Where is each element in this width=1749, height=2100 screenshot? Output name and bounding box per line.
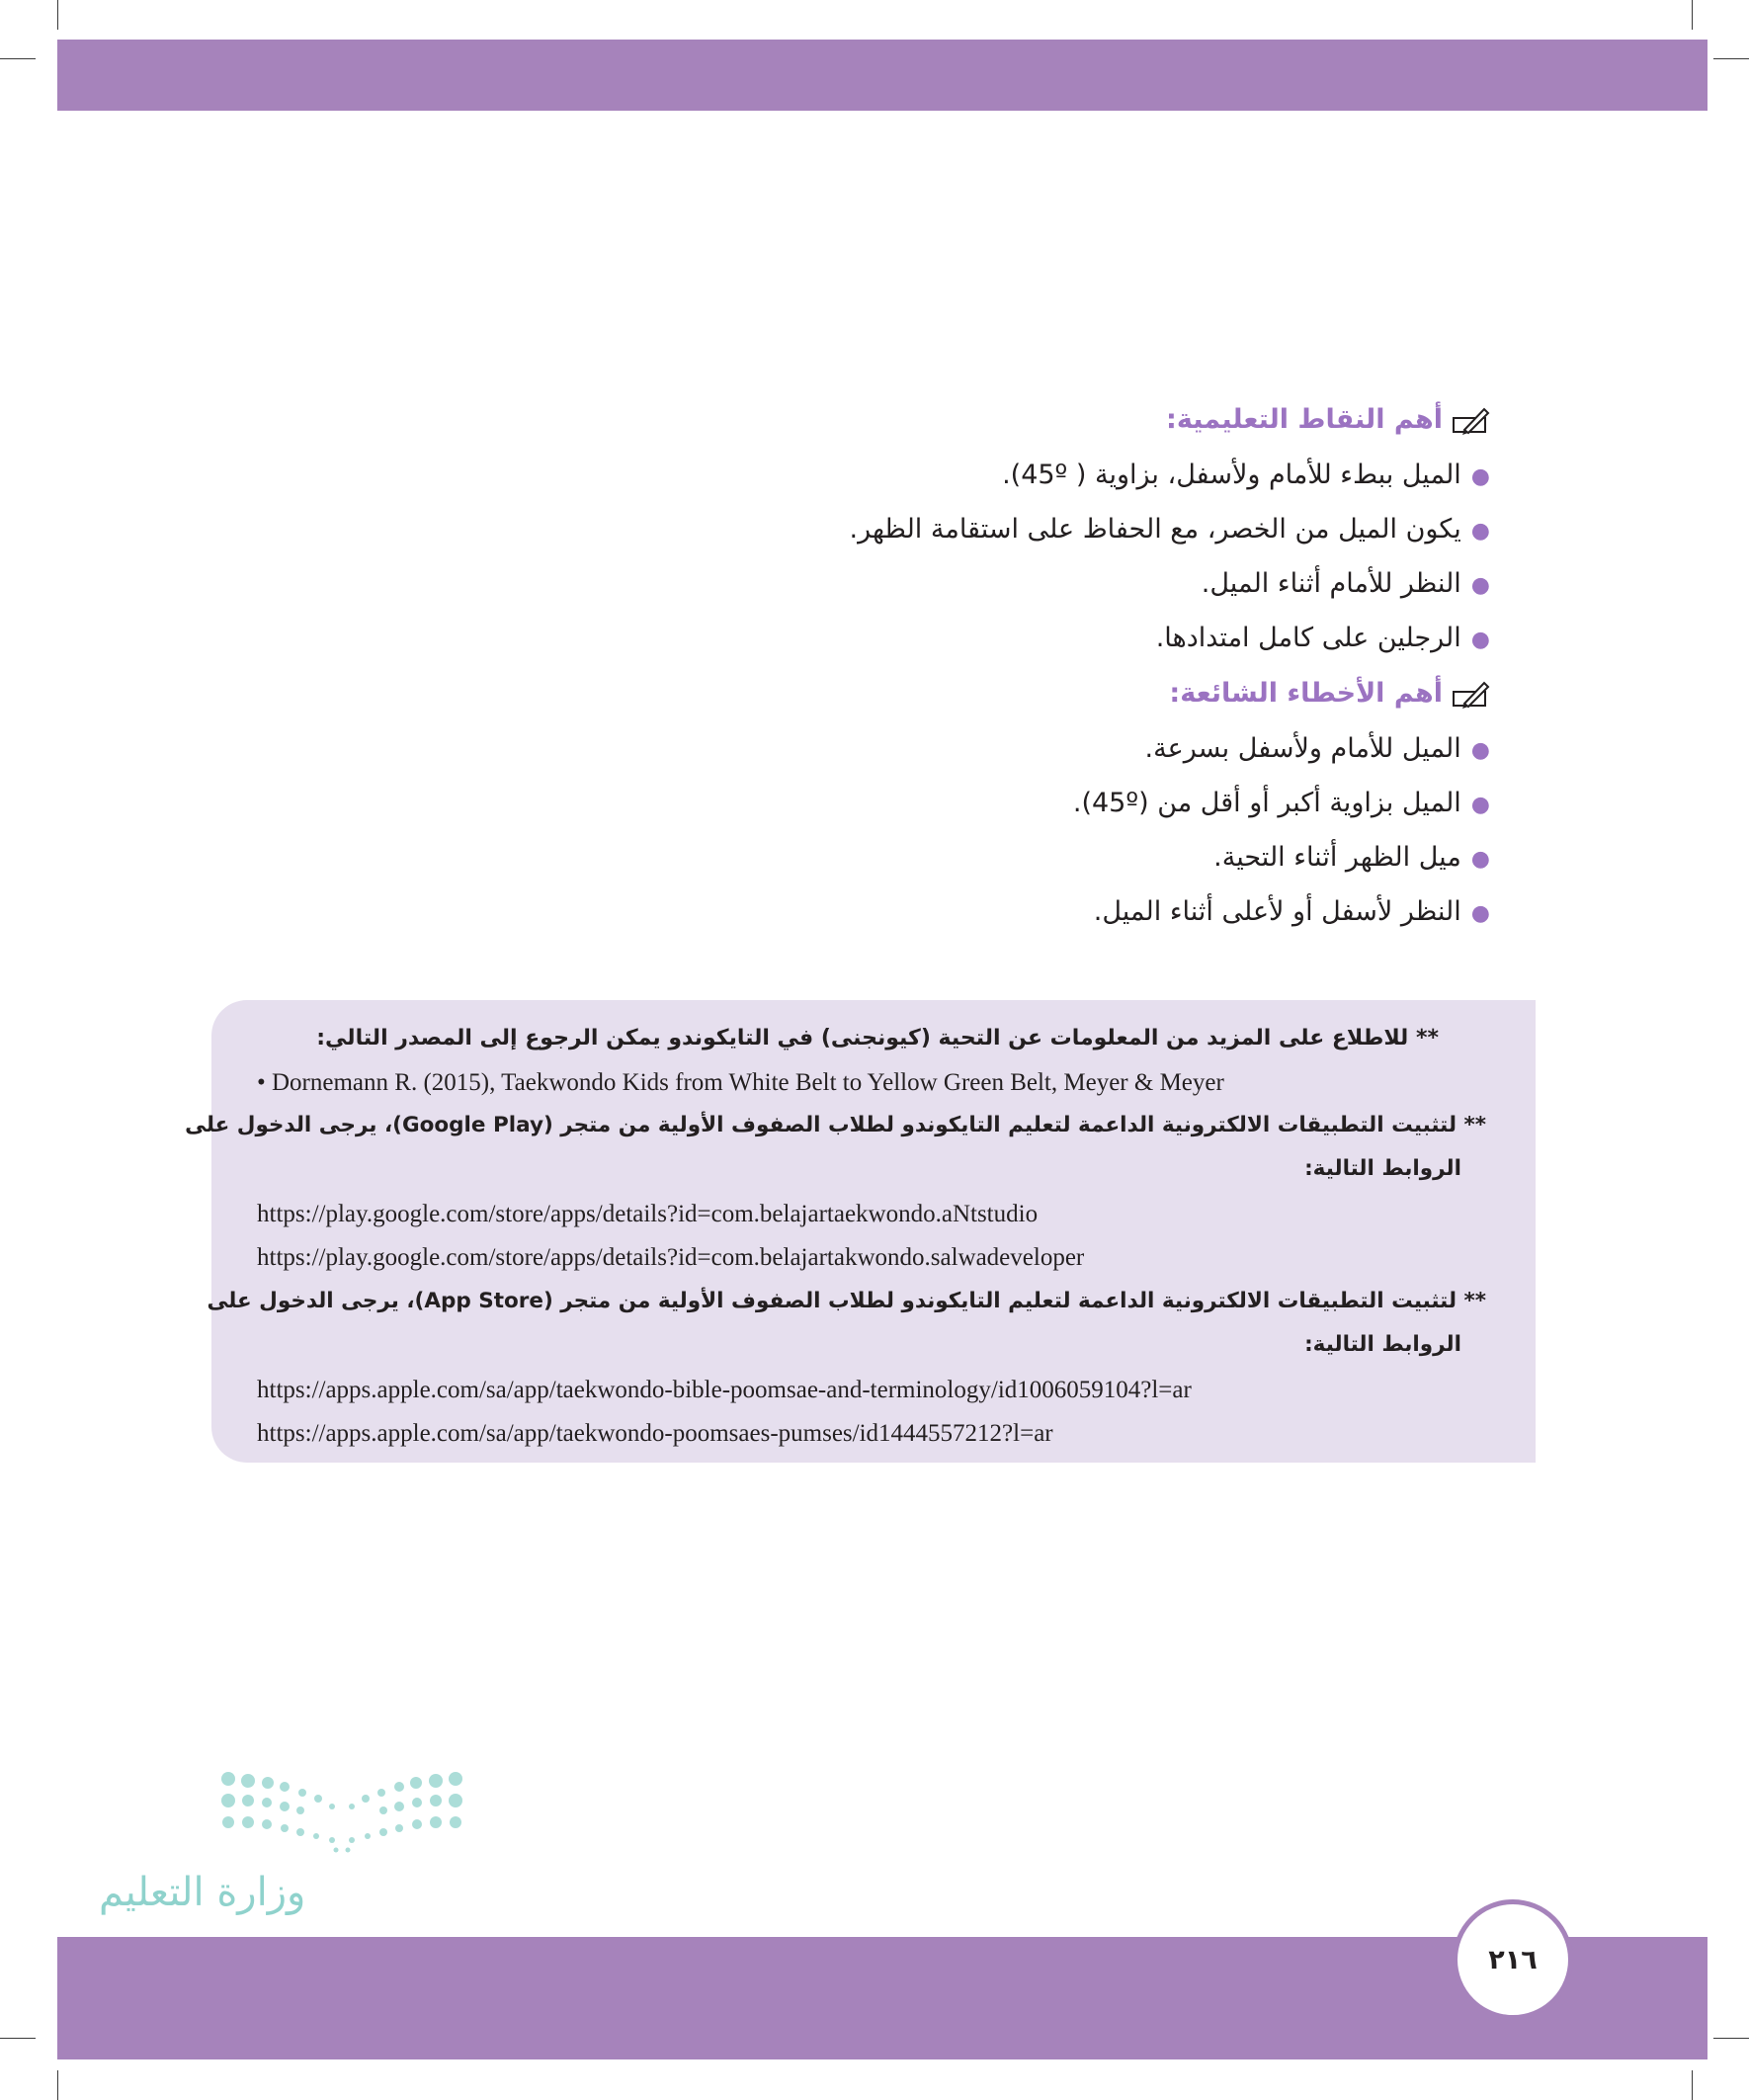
list-item-text: يكون الميل من الخصر، مع الحفاظ على استقامة الظهر. xyxy=(849,514,1461,545)
learning-points-section xyxy=(850,392,1491,665)
list-item-text: النظر للأمام أثناء الميل. xyxy=(1201,568,1461,599)
crop-mark xyxy=(1692,2070,1693,2100)
crop-mark xyxy=(0,58,36,59)
app-store-note-continued: الروابط التالية: xyxy=(1304,1332,1461,1357)
list-item-text: ميل الظهر أثناء التحية. xyxy=(1213,842,1461,873)
common-mistakes-list xyxy=(1073,721,1490,939)
pen-writing-icon xyxy=(1451,680,1490,710)
list-item-text: الميل ببطء للأمام ولأسفل، بزاوية ( 45º). xyxy=(1002,460,1461,490)
common-mistakes-heading-text: أهم الأخطاء الشائعة: xyxy=(1169,678,1443,709)
list-item-text: النظر لأسفل أو لأعلى أثناء الميل. xyxy=(1093,896,1461,927)
app-store-link[interactable]: https://apps.apple.com/sa/app/taekwondo-bible-poomsae-and-terminology/id1006059104?l=ar xyxy=(257,1377,1192,1403)
bullet-icon: ● xyxy=(1470,901,1490,926)
common-mistakes-heading xyxy=(1073,666,1490,721)
learning-points-list xyxy=(850,448,1491,665)
bullet-icon: ● xyxy=(1470,464,1490,489)
google-play-note-continued: الروابط التالية: xyxy=(1304,1156,1461,1181)
google-play-link[interactable]: https://play.google.com/store/apps/details?id=com.belajartakwondo.salwadeveloper xyxy=(257,1244,1085,1271)
crop-mark xyxy=(57,2070,58,2100)
crop-mark xyxy=(1692,0,1693,30)
crop-mark xyxy=(0,2038,36,2039)
list-item xyxy=(850,448,1491,502)
google-play-note: ** لتثبيت التطبيقات الالكترونية الداعمة لتعليم التايكوندو لطلاب الصفوف الأولية من متجر (Google Play)، يرجى الدخول على xyxy=(185,1113,1486,1137)
google-play-link[interactable]: https://play.google.com/store/apps/details?id=com.belajartaekwondo.aNtstudio xyxy=(257,1201,1039,1227)
reference-citation: • Dornemann R. (2015), Taekwondo Kids from White Belt to Yellow Green Belt, Meyer & Meyer xyxy=(257,1069,1224,1096)
list-item-text: الميل للأمام ولأسفل بسرعة. xyxy=(1144,733,1461,764)
bullet-icon: ● xyxy=(1470,847,1490,872)
list-item-text: الرجلين على كامل امتدادها. xyxy=(1155,623,1461,653)
list-item xyxy=(1073,830,1490,884)
list-item-text: الميل بزاوية أكبر أو أقل من (45º). xyxy=(1072,788,1461,818)
resources-box xyxy=(185,1000,1536,1463)
crop-mark xyxy=(1713,58,1749,59)
app-store-link[interactable]: https://apps.apple.com/sa/app/taekwondo-poomsaes-pumses/id1444557212?l=ar xyxy=(257,1420,1053,1447)
list-item xyxy=(850,556,1491,611)
header-band xyxy=(57,40,1707,111)
bullet-icon: ● xyxy=(1470,738,1490,763)
crop-mark xyxy=(57,0,58,30)
bullet-icon: ● xyxy=(1470,573,1490,598)
common-mistakes-section xyxy=(1073,666,1490,939)
list-item xyxy=(1073,721,1490,776)
list-item xyxy=(1073,884,1490,939)
bullet-icon: ● xyxy=(1470,519,1490,544)
list-item xyxy=(850,502,1491,556)
ministry-name: وزارة التعليم xyxy=(99,1870,306,1915)
ministry-logo xyxy=(95,1769,470,1947)
app-store-note: ** لتثبيت التطبيقات الالكترونية الداعمة لتعليم التايكوندو لطلاب الصفوف الأولية من متجر (App Store)، يرجى الدخول على xyxy=(207,1289,1486,1313)
page-number: ٢١٦ xyxy=(1453,1899,1573,2020)
learning-points-heading xyxy=(850,392,1491,448)
bullet-icon: ● xyxy=(1470,793,1490,817)
further-reading-note: ** للاطلاع على المزيد من المعلومات عن التحية (كيونجنى) في التايكوندو يمكن الرجوع إلى المصدر التالي: xyxy=(316,1026,1439,1050)
bullet-icon: ● xyxy=(1470,628,1490,652)
learning-points-heading-text: أهم النقاط التعليمية: xyxy=(1166,404,1443,435)
pen-writing-icon xyxy=(1451,406,1490,436)
list-item xyxy=(850,611,1491,665)
crop-mark xyxy=(1713,2038,1749,2039)
list-item xyxy=(1073,776,1490,830)
